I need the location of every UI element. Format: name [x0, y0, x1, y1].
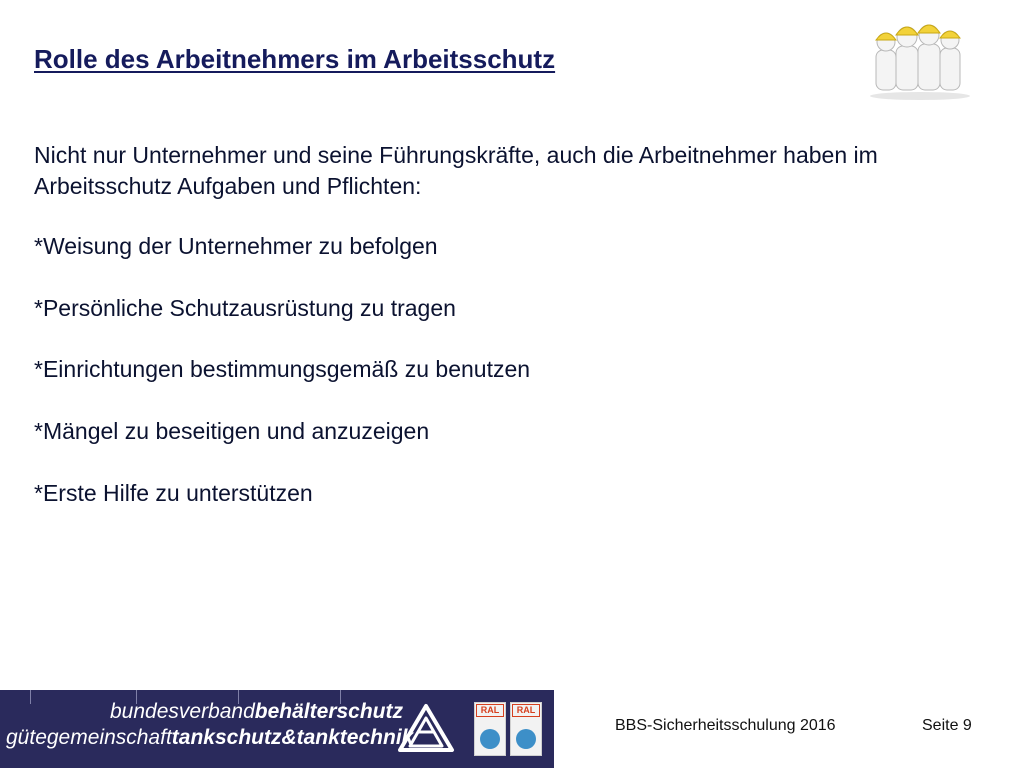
- footer-logo-banner: [0, 690, 554, 768]
- banner-line-bundesverband: bundesverbandbehälterschutz: [110, 700, 403, 723]
- ral-badge-tanktechnik: RAL: [510, 702, 542, 756]
- bullet-item: *Einrichtungen bestimmungsgemäß zu benutzen: [34, 356, 531, 382]
- banner-line-guetegemeinschaft: gütegemeinschafttankschutz&tanktechnik: [6, 726, 414, 749]
- workers-with-helmets-icon: [862, 16, 977, 100]
- bullet-item: *Persönliche Schutzausrüstung zu tragen: [34, 295, 456, 321]
- footer-page-number: Seite 9: [922, 717, 972, 734]
- intro-text: [34, 140, 994, 202]
- intro-line-2: Arbeitsschutz Aufgaben und Pflichten:: [34, 173, 422, 199]
- footer-event-label: BBS-Sicherheitsschulung 2016: [615, 717, 836, 734]
- bullet-item: *Erste Hilfe zu unterstützen: [34, 480, 313, 506]
- slide-title: Rolle des Arbeitnehmers im Arbeitsschutz: [34, 44, 556, 74]
- bullet-item: *Mängel zu beseitigen und anzuzeigen: [34, 418, 430, 444]
- intro-line-1: Nicht nur Unternehmer und seine Führungskräfte, auch die Arbeitnehmer haben im: [34, 142, 878, 168]
- bullet-item: *Weisung der Unternehmer zu befolgen: [34, 233, 438, 259]
- ral-badge-tankschutz: RAL: [474, 702, 506, 756]
- triangle-logo-icon: [396, 702, 456, 754]
